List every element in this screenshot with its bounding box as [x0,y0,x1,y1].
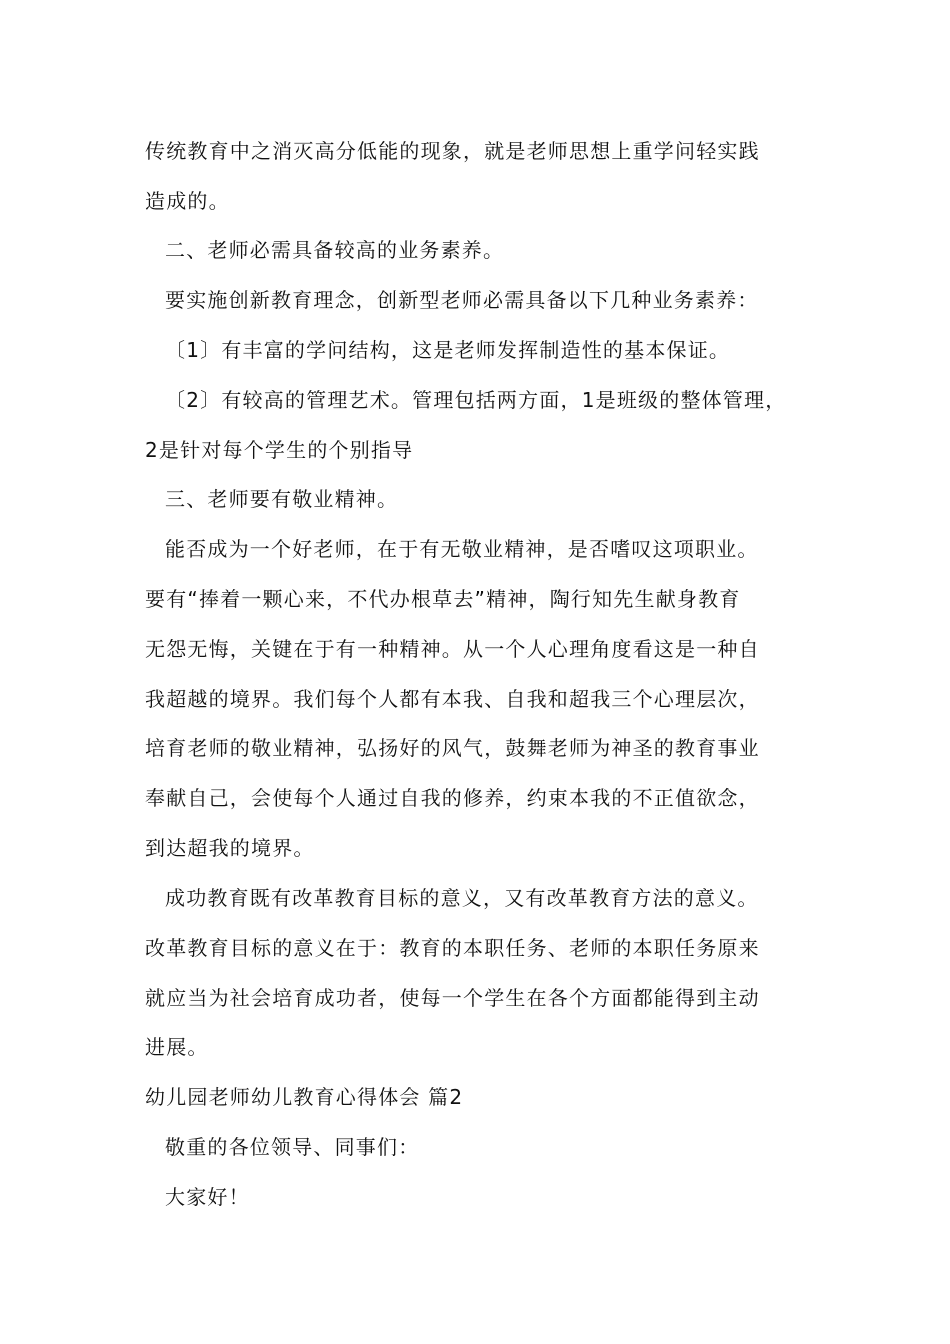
body-text-line: 培育老师的敬业精神，弘扬好的风气，鼓舞老师为神圣的教育事业 [145,736,760,760]
body-text-line: 奉献自己，会使每个人通过自我的修养，约束本我的不正值欲念， [145,786,760,810]
section-heading: 二、老师必需具备较高的业务素养。 [165,238,505,262]
greeting: 大家好！ [165,1185,250,1209]
body-text-line: 造成的。 [145,189,230,213]
salutation: 敬重的各位领导、同事们： [165,1135,420,1159]
body-text-line: 2是针对每个学生的个别指导 [145,438,414,462]
body-text-line: 改革教育目标的意义在于：教育的本职任务、老师的本职任务原来 [145,936,760,960]
list-item: 〔1〕有丰富的学问结构，这是老师发挥制造性的基本保证。 [165,338,731,362]
article-title: 幼儿园老师幼儿教育心得体会 篇2 [145,1085,464,1109]
section-heading: 三、老师要有敬业精神。 [165,487,399,511]
body-text-line: 到达超我的境界。 [145,836,315,860]
body-text-line: 要有“捧着一颗心来，不代办根草去”精神，陶行知先生献身教育 [145,587,741,611]
body-text-line: 要实施创新教育理念，创新型老师必需具备以下几种业务素养： [165,288,759,312]
body-text-line: 传统教育中之消灭高分低能的现象，就是老师思想上重学问轻实践 [145,139,760,163]
list-item: 〔2〕有较高的管理艺术。管理包括两方面，1是班级的整体管理， [165,388,787,412]
body-text-line: 就应当为社会培育成功者，使每一个学生在各个方面都能得到主动 [145,986,760,1010]
body-text-line: 成功教育既有改革教育目标的意义，又有改革教育方法的意义。 [165,886,759,910]
body-text-line: 我超越的境界。我们每个人都有本我、自我和超我三个心理层次， [145,687,760,711]
body-text-line: 进展。 [145,1035,209,1059]
body-text-line: 能否成为一个好老师，在于有无敬业精神，是否嗜叹这项职业。 [165,537,759,561]
body-text-line: 无怨无悔，关键在于有一种精神。从一个人心理角度看这是一种自 [145,637,760,661]
